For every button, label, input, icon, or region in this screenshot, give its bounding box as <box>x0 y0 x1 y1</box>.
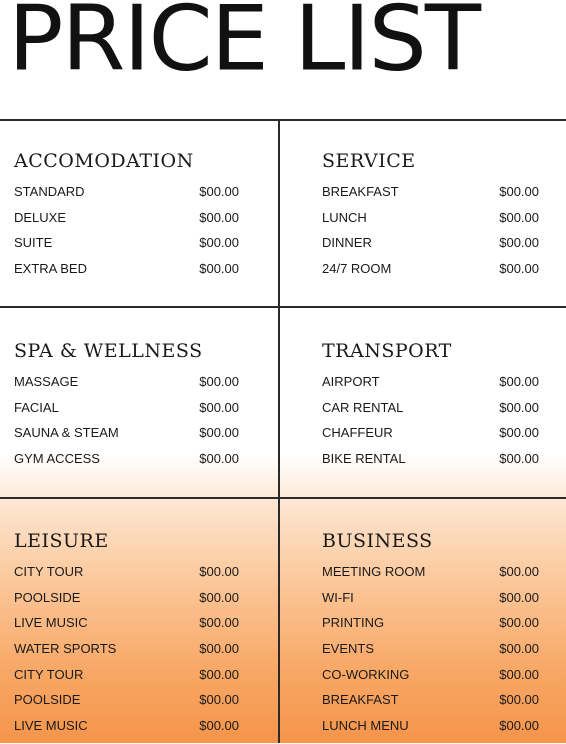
section-transport <box>322 340 542 477</box>
price-row <box>14 590 239 605</box>
price-row <box>322 667 539 682</box>
item-name: WATER SPORTS <box>14 641 117 657</box>
item-price: $00.00 <box>499 235 539 251</box>
item-price: $00.00 <box>499 589 539 605</box>
section-heading: BUSINESS <box>322 530 433 552</box>
price-row <box>14 692 239 707</box>
item-name: CITY TOUR <box>14 564 84 579</box>
item-price: $00.00 <box>499 261 539 277</box>
section-service <box>322 150 542 287</box>
item-price: $00.00 <box>199 184 239 199</box>
item-price: $00.00 <box>499 564 539 579</box>
item-name: CHAFFEUR <box>322 425 393 441</box>
price-row <box>322 261 539 276</box>
item-name: LIVE MUSIC <box>14 615 88 631</box>
item-price: $00.00 <box>199 666 239 682</box>
price-row <box>14 374 239 389</box>
section-heading: SERVICE <box>322 150 416 172</box>
price-row <box>14 451 239 466</box>
price-row <box>14 210 239 225</box>
item-name: CAR RENTAL <box>322 399 404 415</box>
item-name: LUNCH MENU <box>322 718 409 734</box>
price-row <box>14 718 239 733</box>
item-price: $00.00 <box>199 209 239 225</box>
item-price: $00.00 <box>199 374 239 389</box>
item-price: $00.00 <box>199 261 239 277</box>
price-row <box>322 590 539 605</box>
price-row <box>322 451 539 466</box>
item-name: 24/7 ROOM <box>322 261 392 277</box>
section-accomodation <box>14 150 246 287</box>
item-price: $00.00 <box>199 399 239 415</box>
item-name: WI-FI <box>322 589 354 605</box>
item-name: GYM ACCESS <box>14 451 100 467</box>
item-price: $00.00 <box>499 451 539 467</box>
price-row <box>322 615 539 630</box>
item-name: STANDARD <box>14 184 85 199</box>
item-name: PRINTING <box>322 615 385 631</box>
divider-top <box>0 119 566 121</box>
section-leisure <box>14 530 246 744</box>
item-name: CITY TOUR <box>14 666 84 682</box>
price-row <box>322 718 539 733</box>
price-row <box>322 374 539 389</box>
item-price: $00.00 <box>199 692 239 708</box>
item-price: $00.00 <box>199 718 239 734</box>
price-row <box>14 425 239 440</box>
price-row <box>322 210 539 225</box>
price-row <box>14 400 239 415</box>
item-name: DELUXE <box>14 209 67 225</box>
section-heading: TRANSPORT <box>322 340 452 362</box>
item-price: $00.00 <box>499 615 539 631</box>
item-price: $00.00 <box>199 235 239 251</box>
item-price: $00.00 <box>499 399 539 415</box>
item-name: MASSAGE <box>14 374 79 389</box>
item-name: BREAKFAST <box>322 184 399 199</box>
section-heading: LEISURE <box>14 530 109 552</box>
item-name: EXTRA BED <box>14 261 87 277</box>
item-price: $00.00 <box>199 451 239 467</box>
price-row <box>322 235 539 250</box>
price-row <box>14 184 239 199</box>
item-name: SAUNA & STEAM <box>14 425 119 441</box>
item-name: MEETING ROOM <box>322 564 426 579</box>
item-price: $00.00 <box>199 589 239 605</box>
price-row <box>14 564 239 579</box>
price-row <box>14 235 239 250</box>
item-name: BIKE RENTAL <box>322 451 406 467</box>
page-title: PRICE LIST <box>8 0 480 92</box>
section-heading: SPA & WELLNESS <box>14 340 203 362</box>
divider-vertical <box>278 119 280 743</box>
divider-bottom <box>0 497 566 499</box>
price-row <box>14 641 239 656</box>
item-name: EVENTS <box>322 641 375 657</box>
item-name: AIRPORT <box>322 374 380 389</box>
item-price: $00.00 <box>499 718 539 734</box>
price-row <box>322 564 539 579</box>
item-price: $00.00 <box>499 666 539 682</box>
item-name: POOLSIDE <box>14 692 81 708</box>
item-price: $00.00 <box>499 641 539 657</box>
price-row <box>322 400 539 415</box>
section-heading: ACCOMODATION <box>14 150 194 172</box>
item-name: POOLSIDE <box>14 589 81 605</box>
item-name: CO-WORKING <box>322 666 410 682</box>
item-price: $00.00 <box>499 692 539 708</box>
item-name: SUITE <box>14 235 53 251</box>
item-price: $00.00 <box>499 184 539 199</box>
section-business <box>322 530 542 744</box>
item-price: $00.00 <box>499 374 539 389</box>
price-row <box>322 641 539 656</box>
section-spa-wellness <box>14 340 246 477</box>
item-name: DINNER <box>322 235 372 251</box>
item-price: $00.00 <box>499 425 539 441</box>
item-price: $00.00 <box>199 615 239 631</box>
divider-middle <box>0 306 566 308</box>
price-row <box>14 261 239 276</box>
item-price: $00.00 <box>199 641 239 657</box>
price-row <box>322 184 539 199</box>
item-price: $00.00 <box>199 564 239 579</box>
item-name: FACIAL <box>14 399 59 415</box>
price-row <box>322 425 539 440</box>
item-price: $00.00 <box>499 209 539 225</box>
price-row <box>322 692 539 707</box>
item-name: BREAKFAST <box>322 692 399 708</box>
item-name: LIVE MUSIC <box>14 718 88 734</box>
item-price: $00.00 <box>199 425 239 441</box>
item-name: LUNCH <box>322 209 367 225</box>
price-row <box>14 667 239 682</box>
price-row <box>14 615 239 630</box>
